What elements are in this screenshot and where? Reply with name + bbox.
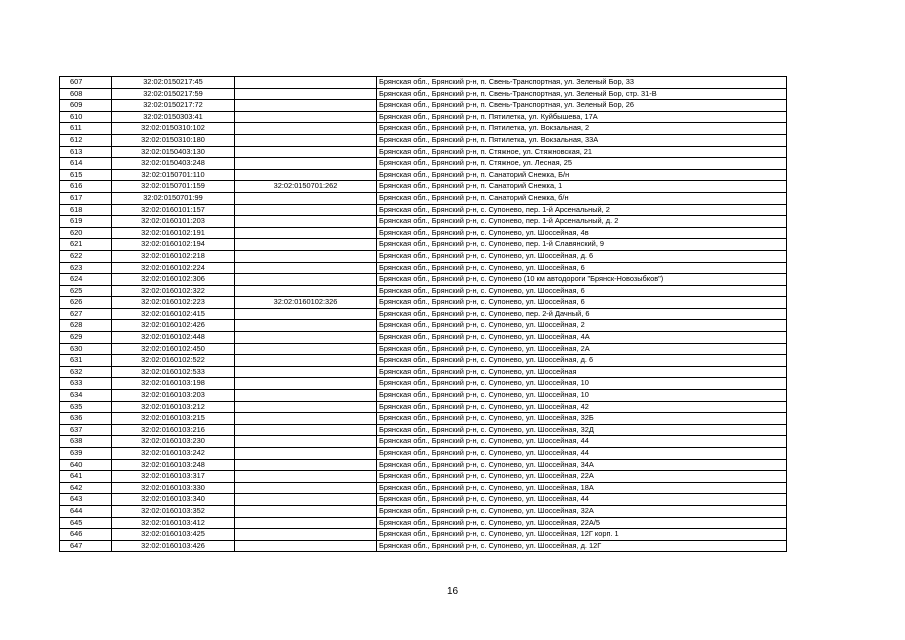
table-row [60,517,787,529]
cadastral-number-cell: 32:02:0150701:159 [112,181,235,193]
cadastral-number-cell: 32:02:0160103:340 [112,494,235,506]
cadastral-number-cell: 32:02:0160103:317 [112,471,235,483]
cadastral-number-cell: 32:02:0160102:322 [112,285,235,297]
cadastral-number-cell: 32:02:0160103:248 [112,459,235,471]
cadastral-number-cell: 32:02:0150403:130 [112,146,235,158]
table-row [60,471,787,483]
table-row [60,401,787,413]
related-number-cell [235,482,377,494]
row-number-cell: 643 [60,494,112,506]
address-cell: Брянская обл., Брянский р-н, с. Супонево, ул. Шоссейная, 32А [377,505,787,517]
row-number-cell: 622 [60,250,112,262]
related-number-cell [235,448,377,460]
row-number-cell: 618 [60,204,112,216]
cadastral-table [59,76,787,552]
address-cell: Брянская обл., Брянский р-н, п. Стяжное, ул. Стяжновская, 21 [377,146,787,158]
address-cell: Брянская обл., Брянский р-н, с. Супонево, ул. Шоссейная, д. 6 [377,250,787,262]
related-number-cell [235,401,377,413]
row-number-cell: 608 [60,88,112,100]
cadastral-number-cell: 32:02:0150217:45 [112,77,235,89]
cadastral-number-cell: 32:02:0160103:352 [112,505,235,517]
row-number-cell: 626 [60,297,112,309]
related-number-cell [235,320,377,332]
address-cell: Брянская обл., Брянский р-н, с. Супонево, ул. Шоссейная, 2 [377,320,787,332]
cadastral-number-cell: 32:02:0160103:426 [112,540,235,552]
related-number-cell [235,505,377,517]
address-cell: Брянская обл., Брянский р-н, с. Супонево, пер. 1-й Арсенальный, 2 [377,204,787,216]
related-number-cell [235,285,377,297]
table-row [60,100,787,112]
address-cell: Брянская обл., Брянский р-н, с. Супонево, ул. Шоссейная, 34А [377,459,787,471]
cadastral-number-cell: 32:02:0160103:212 [112,401,235,413]
row-number-cell: 629 [60,332,112,344]
cadastral-number-cell: 32:02:0160102:224 [112,262,235,274]
related-number-cell [235,274,377,286]
row-number-cell: 612 [60,134,112,146]
row-number-cell: 614 [60,158,112,170]
related-number-cell [235,343,377,355]
row-number-cell: 611 [60,123,112,135]
cadastral-number-cell: 32:02:0160103:203 [112,390,235,402]
table-row [60,146,787,158]
address-cell: Брянская обл., Брянский р-н, с. Супонево, ул. Шоссейная, 4А [377,332,787,344]
table-row [60,355,787,367]
table-row [60,448,787,460]
address-cell: Брянская обл., Брянский р-н, п. Пятилетка, ул. Вокзальная, 33А [377,134,787,146]
address-cell: Брянская обл., Брянский р-н, с. Супонево, пер. 2-й Дачный, 6 [377,308,787,320]
related-number-cell [235,413,377,425]
related-number-cell [235,355,377,367]
cadastral-number-cell: 32:02:0160103:230 [112,436,235,448]
table-row [60,320,787,332]
address-cell: Брянская обл., Брянский р-н, с. Супонево, ул. Шоссейная, 2А [377,343,787,355]
related-number-cell [235,332,377,344]
table-row [60,77,787,89]
row-number-cell: 640 [60,459,112,471]
related-number-cell [235,204,377,216]
table-body [60,77,787,552]
cadastral-number-cell: 32:02:0160103:215 [112,413,235,425]
cadastral-number-cell: 32:02:0160102:218 [112,250,235,262]
row-number-cell: 613 [60,146,112,158]
address-cell: Брянская обл., Брянский р-н, с. Супонево, ул. Шоссейная, 4в [377,227,787,239]
address-cell: Брянская обл., Брянский р-н, п. Свень-Транспортная, ул. Зеленый Бор, стр. 31-В [377,88,787,100]
cadastral-number-cell: 32:02:0160101:157 [112,204,235,216]
table-row [60,262,787,274]
related-number-cell [235,494,377,506]
address-cell: Брянская обл., Брянский р-н, п. Пятилетка, ул. Вокзальная, 2 [377,123,787,135]
cadastral-number-cell: 32:02:0160103:216 [112,424,235,436]
row-number-cell: 617 [60,192,112,204]
related-number-cell [235,540,377,552]
row-number-cell: 634 [60,390,112,402]
row-number-cell: 642 [60,482,112,494]
address-cell: Брянская обл., Брянский р-н, п. Стяжное, ул. Лесная, 25 [377,158,787,170]
row-number-cell: 620 [60,227,112,239]
related-number-cell [235,77,377,89]
table-row [60,297,787,309]
related-number-cell [235,308,377,320]
row-number-cell: 635 [60,401,112,413]
row-number-cell: 639 [60,448,112,460]
cadastral-number-cell: 32:02:0160103:412 [112,517,235,529]
address-cell: Брянская обл., Брянский р-н, с. Супонево, ул. Шоссейная, 32Д [377,424,787,436]
address-cell: Брянская обл., Брянский р-н, с. Супонево, ул. Шоссейная, 10 [377,390,787,402]
related-number-cell [235,529,377,541]
table-row [60,436,787,448]
cadastral-number-cell: 32:02:0160103:242 [112,448,235,460]
cadastral-number-cell: 32:02:0160102:415 [112,308,235,320]
address-cell: Брянская обл., Брянский р-н, с. Супонево, ул. Шоссейная, 6 [377,297,787,309]
related-number-cell: 32:02:0150701:262 [235,181,377,193]
cadastral-number-cell: 32:02:0160102:448 [112,332,235,344]
table-row [60,540,787,552]
related-number-cell [235,88,377,100]
table-row [60,459,787,471]
related-number-cell [235,123,377,135]
table-row [60,366,787,378]
address-cell: Брянская обл., Брянский р-н, с. Супонево (10 км автодороги "Брянск-Новозыбков") [377,274,787,286]
row-number-cell: 646 [60,529,112,541]
cadastral-number-cell: 32:02:0150701:99 [112,192,235,204]
address-cell: Брянская обл., Брянский р-н, с. Супонево, ул. Шоссейная, 44 [377,448,787,460]
related-number-cell [235,424,377,436]
related-number-cell [235,239,377,251]
cadastral-number-cell: 32:02:0160103:330 [112,482,235,494]
row-number-cell: 623 [60,262,112,274]
row-number-cell: 637 [60,424,112,436]
row-number-cell: 627 [60,308,112,320]
address-cell: Брянская обл., Брянский р-н, с. Супонево, ул. Шоссейная, д. 6 [377,355,787,367]
cadastral-number-cell: 32:02:0150217:72 [112,100,235,112]
related-number-cell [235,459,377,471]
table-row [60,204,787,216]
related-number-cell [235,134,377,146]
related-number-cell [235,436,377,448]
related-number-cell [235,378,377,390]
cadastral-number-cell: 32:02:0160103:198 [112,378,235,390]
table-row [60,181,787,193]
related-number-cell [235,390,377,402]
address-cell: Брянская обл., Брянский р-н, с. Супонево, ул. Шоссейная, 44 [377,494,787,506]
address-cell: Брянская обл., Брянский р-н, с. Супонево, ул. Шоссейная, 18А [377,482,787,494]
table-row [60,123,787,135]
row-number-cell: 610 [60,111,112,123]
cadastral-number-cell: 32:02:0160103:425 [112,529,235,541]
row-number-cell: 630 [60,343,112,355]
table-row [60,111,787,123]
address-cell: Брянская обл., Брянский р-н, п. Свень-Транспортная, ул. Зеленый Бор, 26 [377,100,787,112]
row-number-cell: 616 [60,181,112,193]
address-cell: Брянская обл., Брянский р-н, с. Супонево, пер. 1-й Арсенальный, д. 2 [377,216,787,228]
address-cell: Брянская обл., Брянский р-н, с. Супонево, ул. Шоссейная, 12Г корп. 1 [377,529,787,541]
cadastral-number-cell: 32:02:0150403:248 [112,158,235,170]
cadastral-number-cell: 32:02:0150310:102 [112,123,235,135]
cadastral-number-cell: 32:02:0150217:59 [112,88,235,100]
cadastral-number-cell: 32:02:0160102:522 [112,355,235,367]
cadastral-number-cell: 32:02:0160102:533 [112,366,235,378]
related-number-cell [235,169,377,181]
table-row [60,169,787,181]
row-number-cell: 632 [60,366,112,378]
address-cell: Брянская обл., Брянский р-н, п. Санаторий Снежка, б/н [377,192,787,204]
row-number-cell: 625 [60,285,112,297]
page-number: 16 [446,586,459,597]
table-row [60,390,787,402]
row-number-cell: 644 [60,505,112,517]
row-number-cell: 628 [60,320,112,332]
table-row [60,378,787,390]
address-cell: Брянская обл., Брянский р-н, с. Супонево, ул. Шоссейная, 22А [377,471,787,483]
address-cell: Брянская обл., Брянский р-н, с. Супонево, ул. Шоссейная, 6 [377,285,787,297]
table-row [60,285,787,297]
address-cell: Брянская обл., Брянский р-н, с. Супонево, ул. Шоссейная, 22А/5 [377,517,787,529]
table-row [60,332,787,344]
cadastral-number-cell: 32:02:0160102:194 [112,239,235,251]
cadastral-number-cell: 32:02:0150310:180 [112,134,235,146]
related-number-cell: 32:02:0160102:326 [235,297,377,309]
table-row [60,134,787,146]
row-number-cell: 631 [60,355,112,367]
row-number-cell: 619 [60,216,112,228]
related-number-cell [235,227,377,239]
table-row [60,239,787,251]
cadastral-number-cell: 32:02:0160102:223 [112,297,235,309]
related-number-cell [235,100,377,112]
related-number-cell [235,146,377,158]
table-row [60,424,787,436]
address-cell: Брянская обл., Брянский р-н, с. Супонево, ул. Шоссейная, 6 [377,262,787,274]
related-number-cell [235,262,377,274]
address-cell: Брянская обл., Брянский р-н, с. Супонево, ул. Шоссейная, 44 [377,436,787,448]
row-number-cell: 609 [60,100,112,112]
cadastral-number-cell: 32:02:0160102:191 [112,227,235,239]
row-number-cell: 607 [60,77,112,89]
table-row [60,227,787,239]
address-cell: Брянская обл., Брянский р-н, п. Санаторий Снежка, 1 [377,181,787,193]
table-row [60,158,787,170]
related-number-cell [235,517,377,529]
cadastral-number-cell: 32:02:0150303:41 [112,111,235,123]
table-row [60,343,787,355]
row-number-cell: 636 [60,413,112,425]
related-number-cell [235,111,377,123]
address-cell: Брянская обл., Брянский р-н, с. Супонево, ул. Шоссейная, 32Б [377,413,787,425]
row-number-cell: 633 [60,378,112,390]
table-row [60,529,787,541]
row-number-cell: 647 [60,540,112,552]
table-row [60,308,787,320]
row-number-cell: 641 [60,471,112,483]
row-number-cell: 624 [60,274,112,286]
table-row [60,482,787,494]
address-cell: Брянская обл., Брянский р-н, с. Супонево, ул. Шоссейная [377,366,787,378]
row-number-cell: 615 [60,169,112,181]
related-number-cell [235,158,377,170]
address-cell: Брянская обл., Брянский р-н, с. Супонево, ул. Шоссейная, 42 [377,401,787,413]
address-cell: Брянская обл., Брянский р-н, п. Свень-Транспортная, ул. Зеленый Бор, 33 [377,77,787,89]
related-number-cell [235,250,377,262]
table-row [60,216,787,228]
related-number-cell [235,192,377,204]
row-number-cell: 621 [60,239,112,251]
address-cell: Брянская обл., Брянский р-н, п. Пятилетка, ул. Куйбышева, 17А [377,111,787,123]
row-number-cell: 638 [60,436,112,448]
cadastral-number-cell: 32:02:0160102:306 [112,274,235,286]
address-cell: Брянская обл., Брянский р-н, с. Супонево, ул. Шоссейная, 10 [377,378,787,390]
cadastral-number-cell: 32:02:0150701:110 [112,169,235,181]
related-number-cell [235,471,377,483]
table-row [60,505,787,517]
cadastral-number-cell: 32:02:0160102:426 [112,320,235,332]
address-cell: Брянская обл., Брянский р-н, с. Супонево, ул. Шоссейная, д. 12Г [377,540,787,552]
cadastral-number-cell: 32:02:0160101:203 [112,216,235,228]
table-row [60,413,787,425]
table-row [60,192,787,204]
address-cell: Брянская обл., Брянский р-н, с. Супонево, пер. 1-й Славянский, 9 [377,239,787,251]
address-cell: Брянская обл., Брянский р-н, п. Санаторий Снежка, Б/н [377,169,787,181]
related-number-cell [235,216,377,228]
table-row [60,250,787,262]
related-number-cell [235,366,377,378]
row-number-cell: 645 [60,517,112,529]
table-row [60,274,787,286]
cadastral-number-cell: 32:02:0160102:450 [112,343,235,355]
table-row [60,494,787,506]
table-row [60,88,787,100]
